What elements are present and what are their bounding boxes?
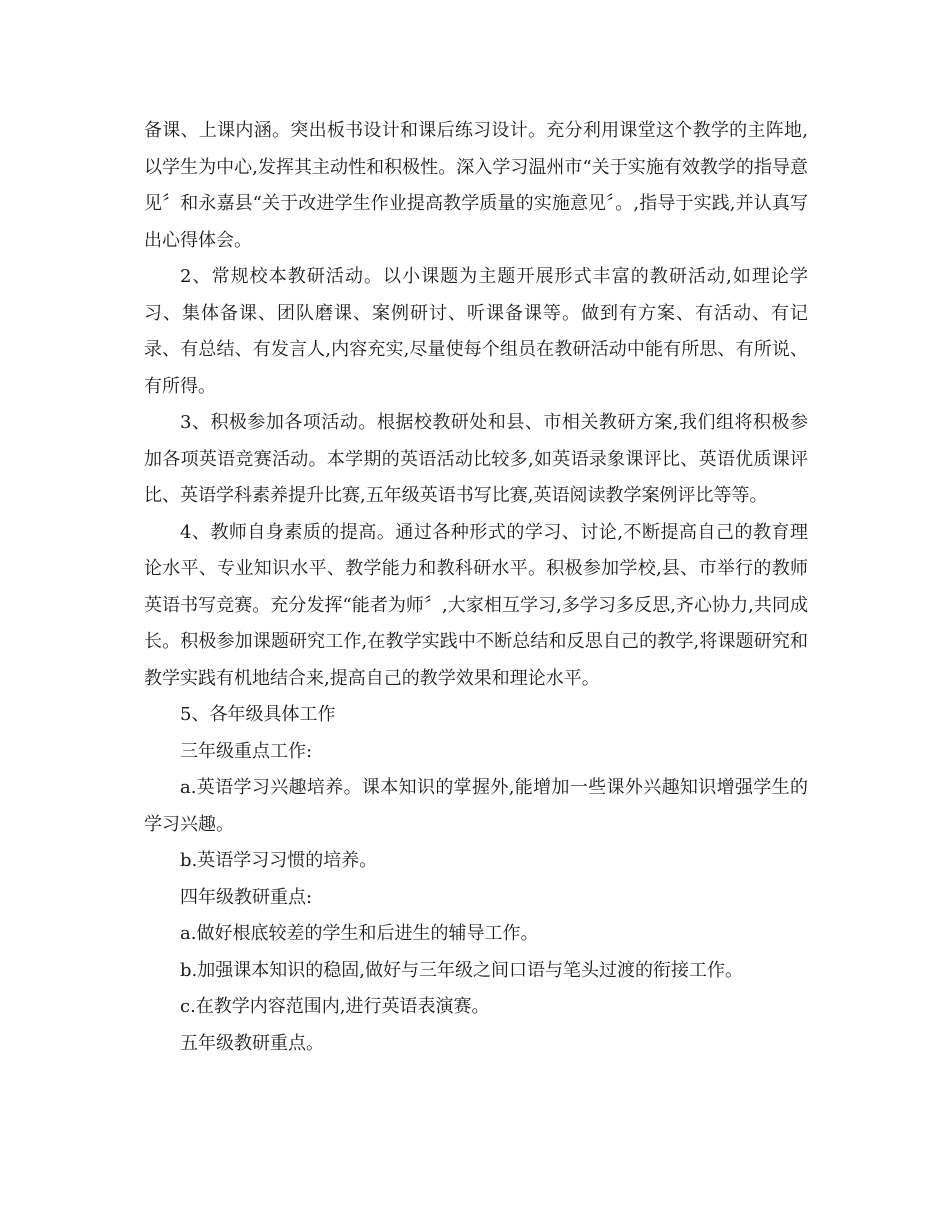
- paragraph-item-4: 4、教师自身素质的提高。通过各种形式的学习、讨论,不断提高自己的教育理论水平、专业知识水平、教学能力和教科研水平。积极参加学校,县、市举行的教师英语书写竞赛。充分发挥“能者为师〞,大家相互学习,多学习多反思,齐心协力,共同成长。积极参加课题研究工作,在教学实践中不断总结和反思自己的教学,将课题研究和教学实践有机地结合来,提高自己的教学效果和理论水平。: [144, 521, 808, 689]
- grade-3-item-b: b.英语学习习惯的培养。: [180, 850, 378, 871]
- grade-4-item-b: b.加强课本知识的稳固,做好与三年级之间口语与笔头过渡的衔接工作。: [180, 959, 743, 981]
- grade-5-heading: 五年级教研重点。: [180, 1032, 324, 1054]
- paragraph-continuation: 备课、上课内涵。突出板书设计和课后练习设计。充分利用课堂这个教学的主阵地,以学生为中心,发挥其主动性和积极性。深入学习温州市“关于实施有效教学的指导意见〞和永嘉县“关于改进学生作业提高教学质量的实施意见〞。,指导于实践,并认真写出心得体会。: [144, 120, 808, 251]
- grade-3-item-a: a.英语学习兴趣培养。课本知识的掌握外,能增加一些课外兴趣知识增强学生的学习兴趣。: [144, 777, 808, 835]
- document-body: [144, 113, 808, 1062]
- grade-4-item-c: c.在教学内容范围内,进行英语表演赛。: [180, 996, 490, 1017]
- paragraph-item-2: 2、常规校本教研活动。以小课题为主题开展形式丰富的教研活动,如理论学习、集体备课、团队磨课、案例研讨、听课备课等。做到有方案、有活动、有记录、有总结、有发言人,内容充实,尽量使每个组员在教研活动中能有所思、有所说、有所得。: [144, 266, 808, 397]
- paragraph-item-5-heading: 5、各年级具体工作: [180, 704, 336, 725]
- grade-4-heading: 四年级教研重点:: [180, 886, 313, 908]
- grade-4-item-a: a.做好根底较差的学生和后进生的辅导工作。: [180, 923, 539, 944]
- grade-3-heading: 三年级重点工作:: [180, 740, 313, 762]
- paragraph-item-3: 3、积极参加各项活动。根据校教研处和县、市相关教研方案,我们组将积极参加各项英语竞赛活动。本学期的英语活动比较多,如英语录象课评比、英语优质课评比、英语学科素养提升比赛,五年级英语书写比赛,英语阅读教学案例评比等等。: [144, 412, 808, 506]
